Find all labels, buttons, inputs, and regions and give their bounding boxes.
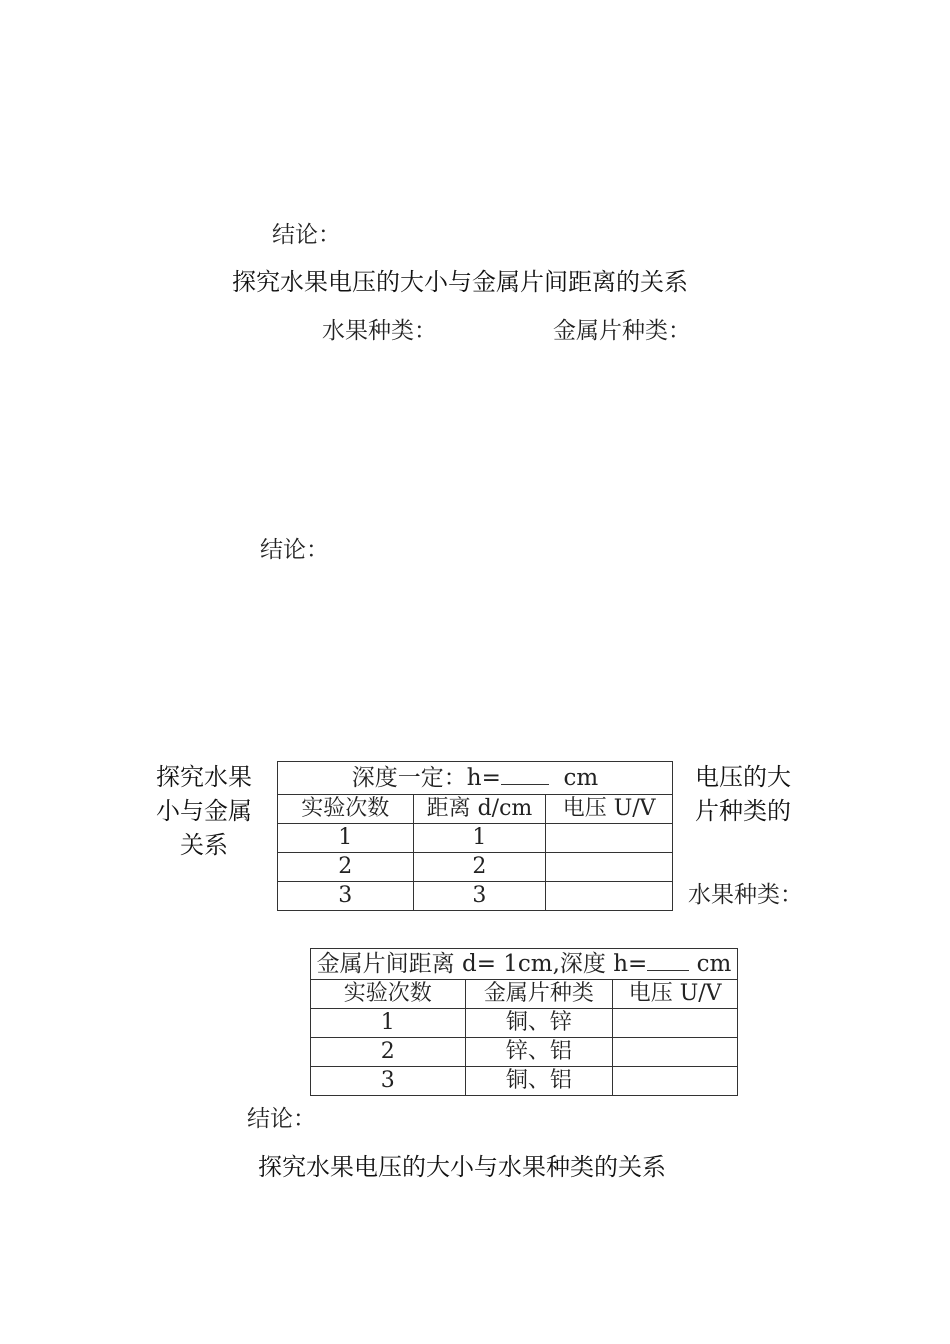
cell-voltage [613,1038,738,1067]
table-caption-row [278,762,673,795]
table-header-row [311,980,738,1009]
title-left-line-1: 探究水果 [156,763,252,791]
table-row [278,882,673,911]
table-row [311,1009,738,1038]
cell-voltage [613,1009,738,1038]
cell-trial: 1 [311,1009,466,1038]
cell-trial: 1 [278,824,414,853]
table-row [311,1038,738,1067]
header-trial: 实验次数 [311,980,466,1009]
header-voltage: 电压 U/V [546,795,673,824]
table-header-row [278,795,673,824]
depth-blank [501,764,549,785]
header-voltage: 电压 U/V [613,980,738,1009]
metal-type-label: 金属片种类： [553,318,691,344]
table-caption-row [311,949,738,980]
table-row [311,1067,738,1096]
title-left-line-3: 关系 [180,831,228,859]
title-left-line-2: 小与金属 [156,797,252,825]
cell-metals: 铜、锌 [465,1009,613,1038]
cell-voltage [613,1067,738,1096]
depth-blank [647,950,689,971]
conclusion-label-1: 结论： [272,222,341,248]
cell-trial: 2 [311,1038,466,1067]
metal-type-table [310,948,738,1096]
caption-unit: cm [696,951,732,977]
cell-voltage [546,824,673,853]
fruit-type-label-2: 水果种类： [688,882,803,908]
caption-unit: cm [563,765,599,791]
section-title-left-fragment [152,760,256,862]
table-caption [278,762,673,795]
cell-trial: 3 [311,1067,466,1096]
distance-table [277,761,673,911]
table-row [278,824,673,853]
header-distance: 距离 d/cm [413,795,546,824]
section-title-right-fragment [695,760,791,828]
caption-prefix: 金属片间距离 d= 1cm,深度 h= [316,951,648,977]
conclusion-label-2: 结论： [260,537,329,563]
section-title-fruit-type: 探究水果电压的大小与水果种类的关系 [258,1153,666,1181]
conclusion-label-3: 结论： [247,1106,316,1132]
cell-metals: 锌、铝 [465,1038,613,1067]
cell-metals: 铜、铝 [465,1067,613,1096]
title-right-line-1: 电压的大 [695,763,791,791]
cell-distance: 2 [413,853,546,882]
section-title-distance: 探究水果电压的大小与金属片间距离的关系 [232,268,688,296]
title-right-line-2: 片种类的 [695,797,791,825]
header-trial: 实验次数 [278,795,414,824]
table-caption [311,949,738,980]
fruit-type-label: 水果种类： [322,318,437,344]
cell-voltage [546,853,673,882]
cell-trial: 3 [278,882,414,911]
cell-voltage [546,882,673,911]
table-row [278,853,673,882]
header-metal-type: 金属片种类 [465,980,613,1009]
cell-distance: 1 [413,824,546,853]
cell-trial: 2 [278,853,414,882]
cell-distance: 3 [413,882,546,911]
caption-prefix: 深度一定：h= [351,765,501,791]
